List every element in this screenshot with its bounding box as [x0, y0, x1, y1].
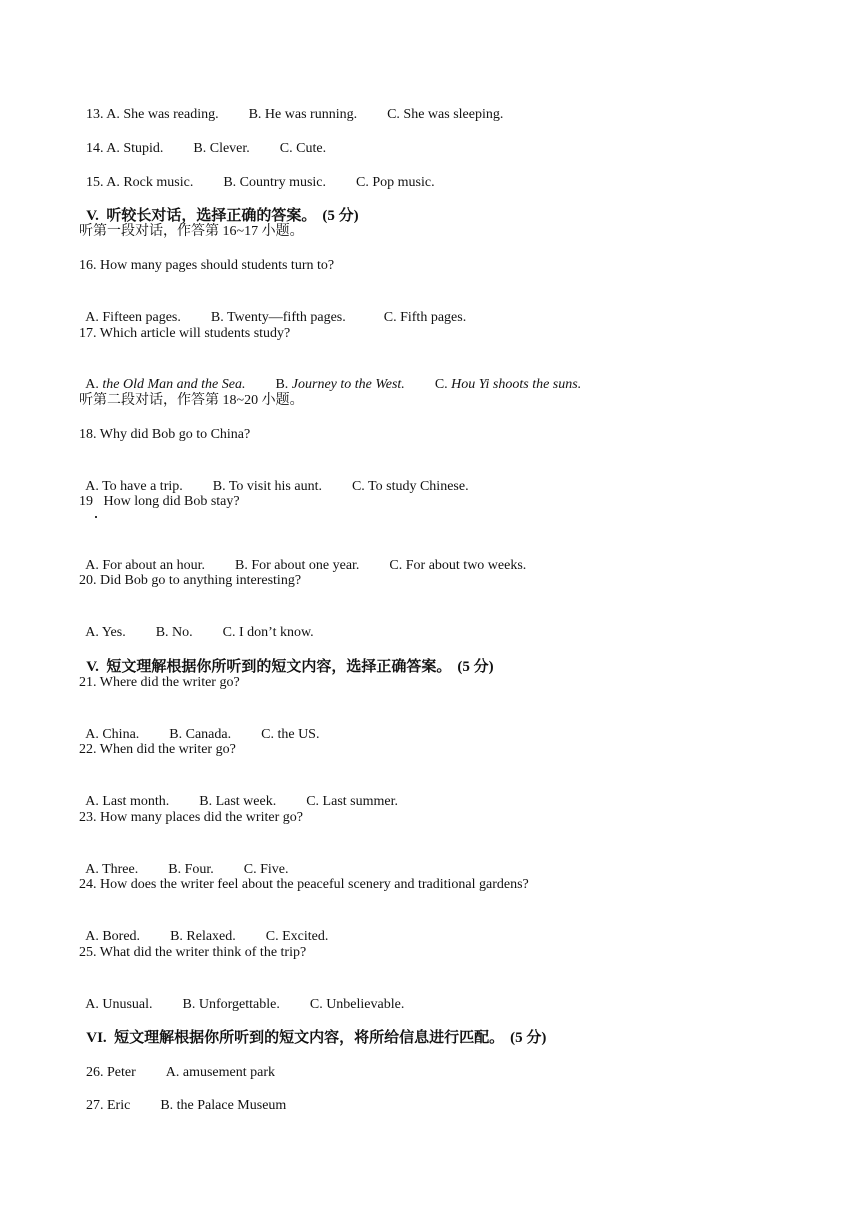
question-19-options: [79, 539, 526, 575]
question-24-options: [79, 910, 328, 946]
question-23-options: [79, 843, 288, 879]
q26-name: 26. Peter: [86, 1065, 136, 1080]
question-26: [79, 1046, 275, 1082]
q24-option-a: A. Bored.: [85, 929, 141, 944]
q13-option-c: C. She was sleeping.: [387, 107, 504, 122]
question-17: 17. Which article will students study?: [79, 326, 291, 341]
question-13-options: [79, 88, 503, 124]
q25-option-c: C. Unbelievable.: [309, 997, 405, 1012]
q17-option-b-label: B.: [275, 377, 292, 392]
q19-option-b: B. For about one year.: [235, 558, 360, 573]
q21-option-a: A. China.: [85, 727, 140, 742]
question-20-options: [79, 606, 314, 642]
question-18: 18. Why did Bob go to China?: [79, 427, 251, 442]
q19-option-a: A. For about an hour.: [85, 558, 205, 573]
q18-option-a: A. To have a trip.: [85, 479, 183, 494]
question-16: 16. How many pages should students turn to?: [79, 258, 335, 273]
q15-option-b: B. Country music.: [223, 175, 327, 190]
q16-option-c: C. Fifth pages.: [383, 310, 467, 325]
q20-option-b: B. No.: [155, 625, 193, 640]
stray-mark: [95, 516, 97, 518]
question-20: 20. Did Bob go to anything interesting?: [79, 573, 302, 588]
q20-option-c: C. I don’t know.: [222, 625, 314, 640]
question-14-options: [79, 122, 326, 158]
question-25-options: [79, 978, 404, 1014]
q14-option-a: 14. A. Stupid.: [86, 141, 164, 156]
section-score: (5 分): [457, 659, 494, 675]
q21-option-c: C. the US.: [261, 727, 320, 742]
q17-option-c-title: Hou Yi shoots the suns.: [451, 377, 582, 392]
q19-option-c: C. For about two weeks.: [389, 558, 527, 573]
q15-option-c: C. Pop music.: [356, 175, 435, 190]
q13-option-a: 13. A. She was reading.: [86, 107, 219, 122]
question-18-options: [79, 460, 469, 496]
q21-option-b: B. Canada.: [169, 727, 232, 742]
q15-option-a: 15. A. Rock music.: [86, 175, 194, 190]
question-15-options: [79, 156, 435, 192]
q17-option-c-label: C.: [434, 377, 452, 392]
dialog-2-instruction: 听第二段对话，作答第 18~20 小题。: [79, 393, 304, 408]
q25-option-a: A. Unusual.: [85, 997, 153, 1012]
q24-option-c: C. Excited.: [265, 929, 329, 944]
q27-name: 27. Eric: [86, 1098, 131, 1113]
q25-option-b: B. Unforgettable.: [182, 997, 280, 1012]
q16-option-a: A. Fifteen pages.: [85, 310, 181, 325]
question-22-options: [79, 775, 398, 811]
q18-option-c: C. To study Chinese.: [351, 479, 469, 494]
q13-option-b: B. He was running.: [248, 107, 358, 122]
question-21: 21. Where did the writer go?: [79, 675, 240, 690]
question-21-options: [79, 708, 319, 744]
dialog-1-instruction: 听第一段对话，作答第 16~17 小题。: [79, 224, 304, 239]
q20-option-a: A. Yes.: [85, 625, 126, 640]
question-17-options: [79, 358, 581, 394]
question-19: 19 How long did Bob stay?: [79, 494, 240, 509]
section-title: V. 短文理解根据你所听到的短文内容，选择正确答案。: [86, 659, 452, 675]
q18-option-b: B. To visit his aunt.: [212, 479, 322, 494]
section-score: (5 分): [322, 208, 359, 224]
section-title: VI. 短文理解根据你所听到的短文内容，将所给信息进行匹配。: [86, 1030, 505, 1046]
q17-option-a-title: the Old Man and the Sea.: [102, 377, 246, 392]
q24-option-b: B. Relaxed.: [170, 929, 236, 944]
section-heading-long-dialog: [79, 189, 359, 225]
question-23: 23. How many places did the writer go?: [79, 810, 303, 825]
q23-option-a: A. Three.: [85, 862, 139, 877]
question-22: 22. When did the writer go?: [79, 742, 236, 757]
question-16-options: [79, 291, 466, 327]
q22-option-b: B. Last week.: [199, 794, 277, 809]
q27-option: B. the Palace Museum: [160, 1098, 287, 1113]
q23-option-b: B. Four.: [168, 862, 214, 877]
q22-option-a: A. Last month.: [85, 794, 170, 809]
q23-option-c: C. Five.: [243, 862, 289, 877]
q26-option: A. amusement park: [165, 1065, 276, 1080]
q22-option-c: C. Last summer.: [306, 794, 398, 809]
q17-option-b-title: Journey to the West.: [291, 377, 405, 392]
section-title: V. 听较长对话，选择正确的答案。: [86, 208, 317, 224]
q16-option-b: B. Twenty—fifth pages.: [210, 310, 346, 325]
section-heading-matching: [79, 1011, 546, 1047]
q14-option-b: B. Clever.: [193, 141, 250, 156]
q14-option-c: C. Cute.: [279, 141, 327, 156]
question-24: 24. How does the writer feel about the peaceful scenery and traditional gardens?: [79, 877, 529, 892]
question-25: 25. What did the writer think of the trip?: [79, 945, 307, 960]
q17-option-a-label: A.: [85, 377, 103, 392]
section-heading-passage: [79, 640, 494, 676]
section-score: (5 分): [510, 1030, 547, 1046]
question-27: [79, 1079, 286, 1115]
